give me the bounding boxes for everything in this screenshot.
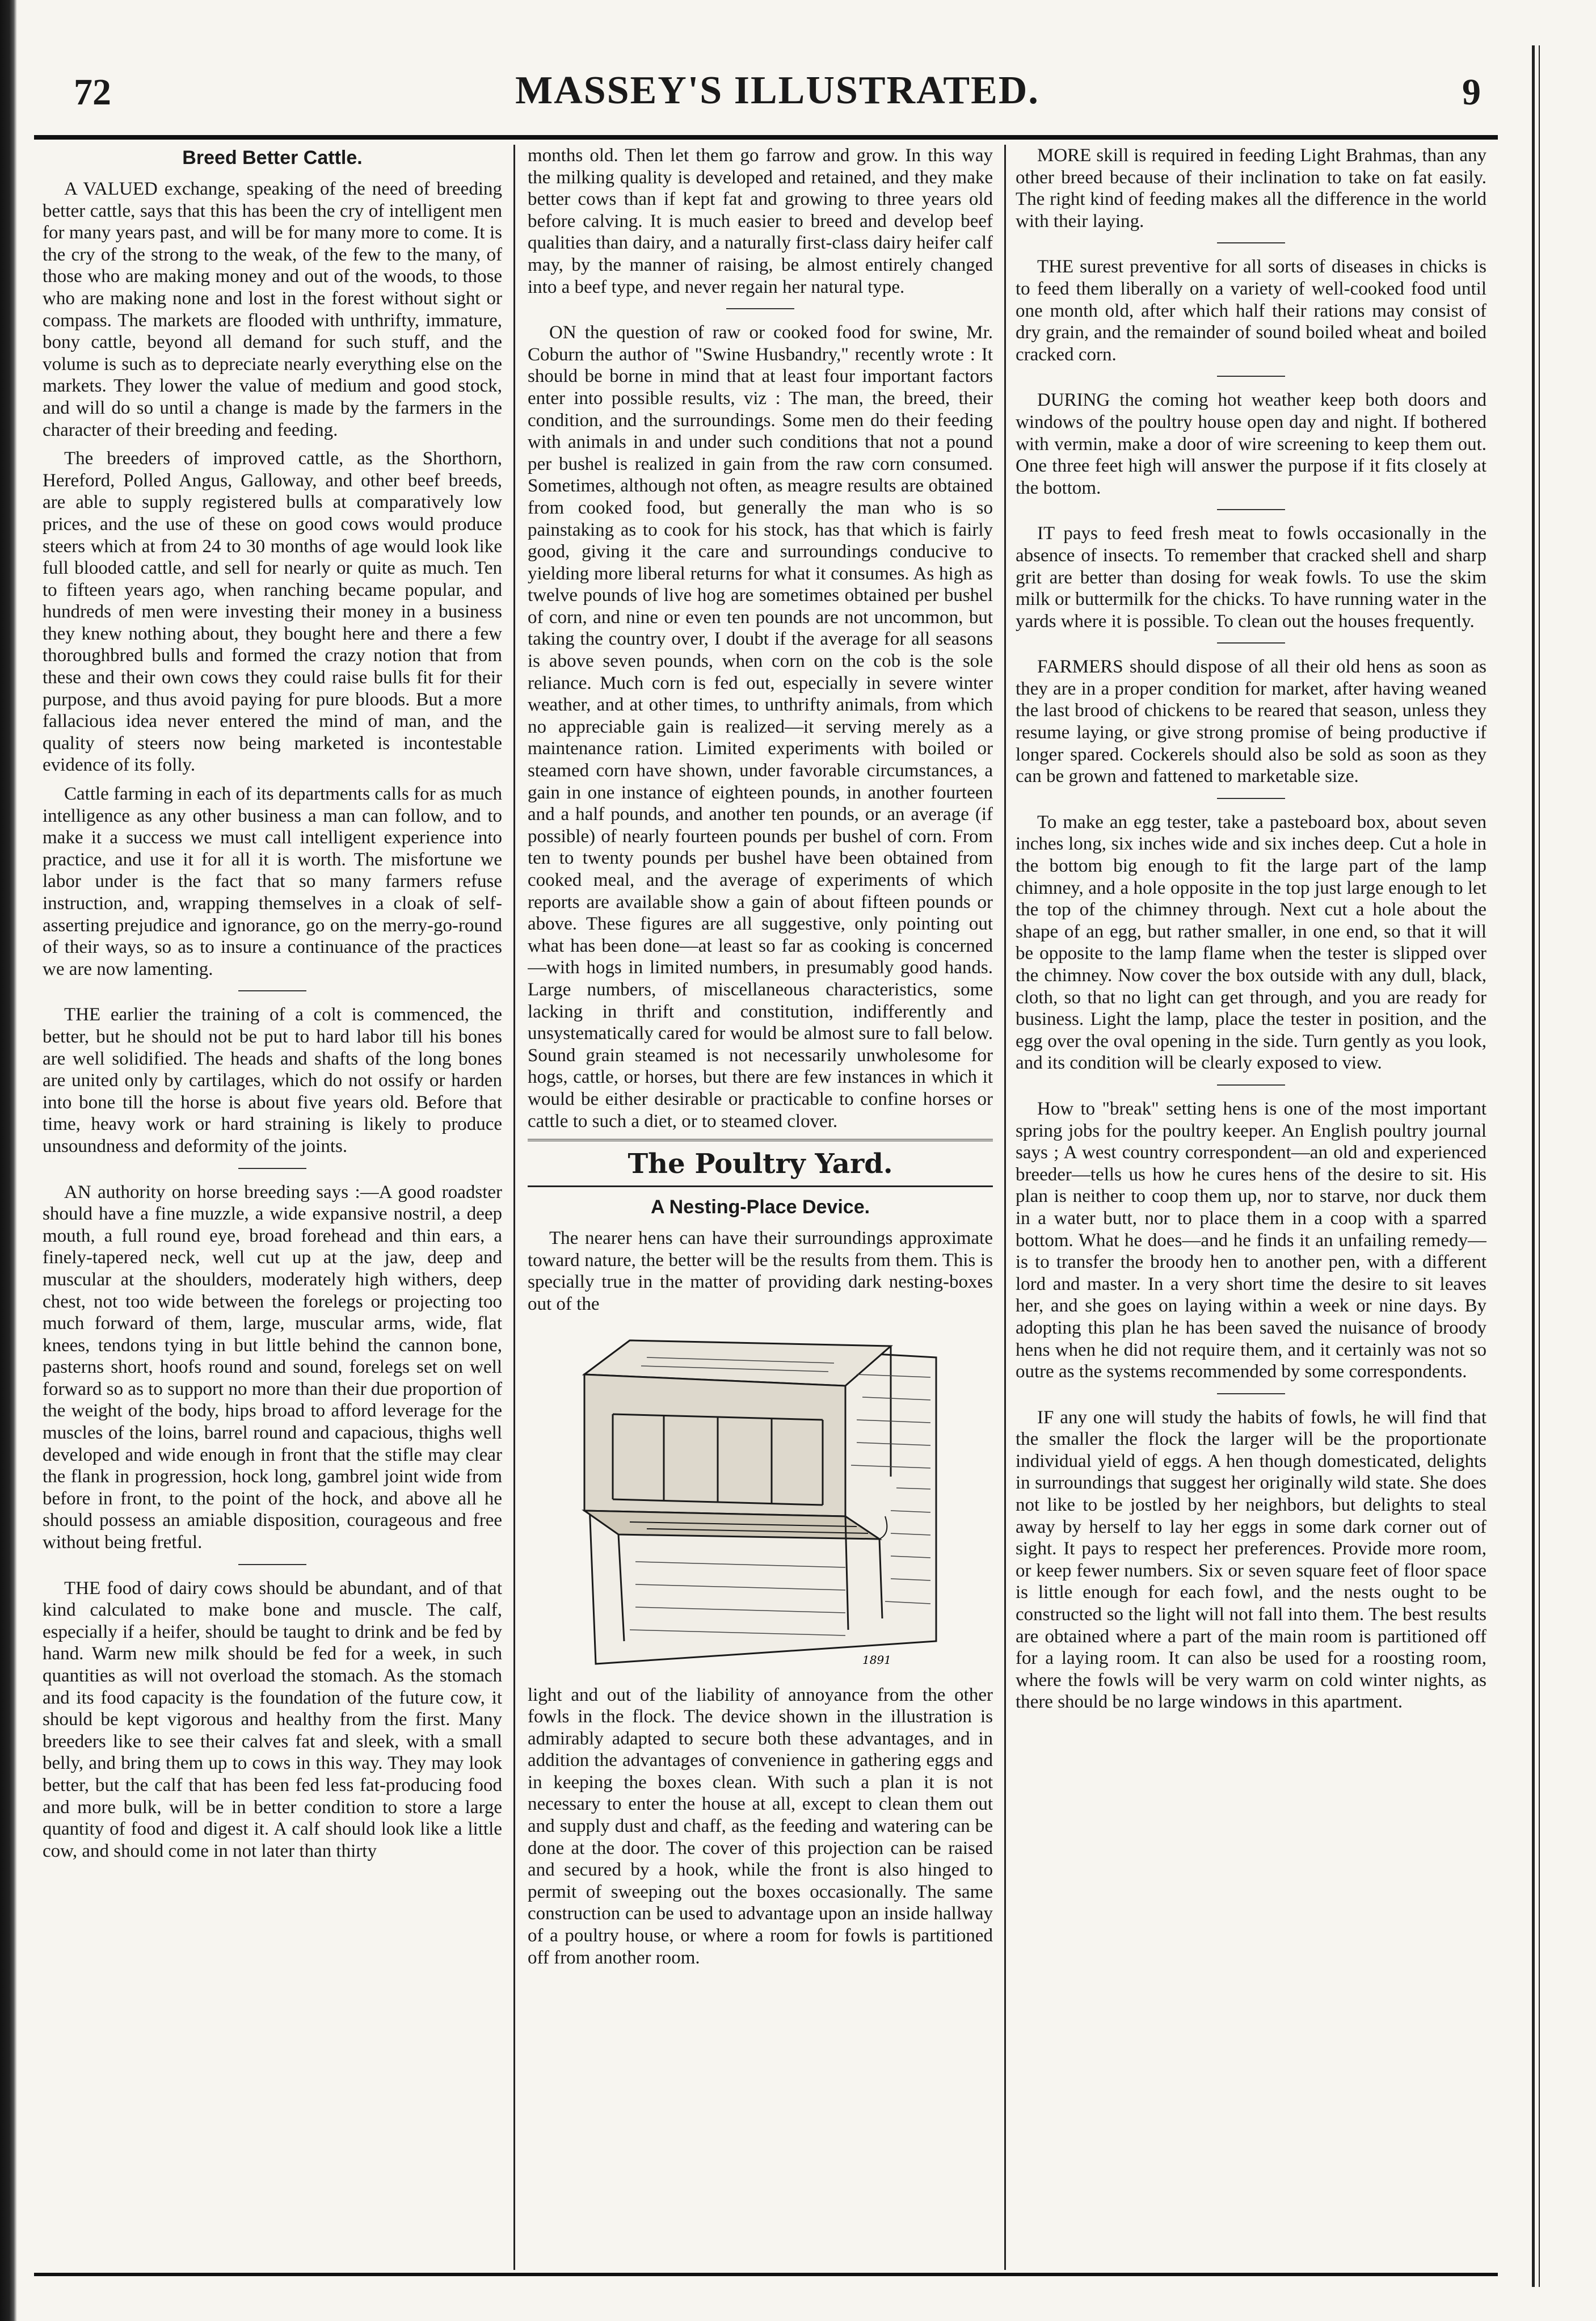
paragraph: months old. Then let them go farrow and grow. In this way the milking quality is developed and retained, and they make better cows than if kept fat and growing to three years old before calving. It is much easier to breed and develop beef qualities than dairy, and a naturally first-class dairy heifer calf may, by the manner of raising, be almost entirely changed into a beef type, and never regain her natural type. [528,145,993,297]
section-divider [238,1168,306,1169]
paragraph: light and out of the liability of annoyance from the other fowls in the flock. The device shown in the illustration is admirably adapted to secure both these advantages, and in addition the advantages of convenience in gathering eggs and in keeping the boxes clean. With such a plan it is not necessary to enter the house at all, except to clean them out and supply dust and chaff, as the feeding and watering can be done at the door. The cover of this projection can be raised and secured by a hook, while the front is also hinged to permit of sweeping out the boxes occasionally. The same construction can be used to advantage upon an inside hallway of a poultry house, or where a room for fowls is partitioned off from another room. [528,1684,993,1968]
book-binding-edge [0,0,17,2321]
paragraph: THE surest preventive for all sorts of diseases in chicks is to feed them liberally on a variety of well-cooked food until one month old, after which half their rations may consist of dry grain, and the remainder of sound boiled wheat and boiled cracked corn. [1016,257,1486,365]
section-divider [1217,376,1285,377]
paragraph: THE earlier the training of a colt is commenced, the better, but he should not be put to hard labor till his bones are well solidified. The heads and shafts of the long bones are united only by cartilages, which do not ossify or harden into bone till the horse is about five years old. Before that time, heavy work or hard straining is likely to produce unsoundness and deformity of the joints. [43,1004,502,1157]
paragraph: To make an egg tester, take a pasteboard box, about seven inches long, six inches wide and six inches deep. Cut a hole in the bottom big enough to fit the large part of the lamp chimney, and a hole opposite in the top just large enough to let the top of the chimney through. Next cut a hole about the shape of an egg, but rather smaller, in one end, so that it will be opposite to the lamp flame when the tester is slipped over the chimney. Now cover the box outside with any dull, black, cloth, so that no light can get through, and you are ready for business. Light the lamp, place the tester in position, and the egg over the oval opening in the side. Turn gently as you look, and its condition will be clearly exposed to view. [1016,811,1486,1074]
paragraph: A VALUED exchange, speaking of the need of breeding better cattle, says that this has been the cry of intelligent men for many years past, and will be for many more to come. It is the cry of the strong to the weak, of the few to the many, of those who are making money and out of the woods, to those who are making none and lost in the forest without sight or compass. The markets are flooded with unthrifty, immature, bony cattle, beyond all demand for such stuff, and the volume is such as to depreciate nearly everything else on the markets. They lower the value of medium and good stock, and will do so until a change is made by the farmers in the character of their breeding and feeding. [43,179,502,440]
page-edge-rule-thin [1539,45,1540,2287]
department-heading-poultry-yard: The Poultry Yard. [528,1139,993,1187]
nesting-box-illustration [562,1323,959,1675]
column-3 [1016,145,1486,2270]
page-header [34,54,1521,139]
page-edge-rule [1532,45,1535,2287]
column-rule-2 [1004,145,1006,2270]
paragraph: IT pays to feed fresh meat to fowls occasionally in the absence of insects. To remember that cracked shell and sharp grit are better than dosing for weak fowls. To use the skim milk or buttermilk for the chicks. To have running water in the yards where it is possible. To clean out the houses frequently. [1016,523,1486,632]
footer-rule [34,2273,1498,2276]
section-divider [1217,1393,1285,1394]
section-divider [726,308,794,309]
section-divider [1217,798,1285,799]
paragraph: IF any one will study the habits of fowls, he will find that the smaller the flock the larger will be the proportionate individual yield of eggs. A hen though domesticated, delights in surroundings that suggest her originally wild state. She does not like to be jostled by her neighbors, but delights to steal away by herself to lay her eggs in some dark corner out of sight. It pays to respect her preferences. Provide more room, or keep fewer numbers. Six or seven square feet of floor space is little enough for each fowl, and the nests ought to be constructed so the light will not fall into them. The best results are obtained where a part of the main room is partitioned off for a laying room. It can also be used for a roosting room, where the fowls will be very warm on cold winter nights, as there should be no large windows in this apartment. [1016,1407,1486,1713]
section-divider [1217,242,1285,243]
section-divider [238,990,306,991]
paragraph: MORE skill is required in feeding Light Brahmas, than any other breed because of their inclination to take on fat easily. The right kind of feeding makes all the difference in the world with their laying. [1016,145,1486,232]
article-title-breed-better-cattle: Breed Better Cattle. [182,147,363,169]
engraver-signature: 1891 [862,1653,891,1667]
page-number-left: 72 [74,72,111,113]
section-divider [1217,1084,1285,1086]
column-2 [528,145,993,2270]
paragraph: FARMERS should dispose of all their old hens as soon as they are in a proper condition for market, after having weaned the last brood of chickens to be reared that season, unless they resume laying, or give strong promise of being productive if longer spared. Cockerels should also be sold as soon as they can be grown and fattened to marketable size. [1016,657,1486,787]
header-rule [34,135,1498,140]
paragraph: How to "break" setting hens is one of the most important spring jobs for the poultry keeper. An English poultry journal says ; A west country correspondent—an old and experienced breeder—tells us how he cures hens of the desire to sit. His plan is neither to coop them up, nor to starve, nor duck them in a water butt, nor to place them in a coop with a sparred bottom. What he does—and he finds it an unfailing remedy—is to transfer the broody hen to another pen, with a different lord and master. In a very short time the desire to sit leaves her, and she goes on laying within a week or nine days. By adopting this plan he has been saved the nuisance of broody hens when he did not require them, and it certainly was not so outre as the systems recommended by some correspondents. [1016,1098,1486,1382]
section-divider [1217,642,1285,644]
column-rule-1 [513,145,515,2270]
section-divider [1217,509,1285,510]
paragraph: AN authority on horse breeding says :—A good roadster should have a fine muzzle, a wide expansive nostril, a deep mouth, a full round eye, broad forehead and thin ears, a finely-tapered neck, well cut up at the jaw, deep and muscular at the shoulders, moderately high withers, deep chest, not too wide between the forelegs or projecting too much forward of them, large, muscular arms, wide, flat knees, tendons tying in but little behind the cannon bone, pasterns short, hoofs round and sound, forelegs set on well forward so as to support no more than their due proportion of the weight of the body, hips broad to afford leverage for the muscles of the loins, barrel round and capacious, thighs well developed and wide enough in front that the stifle may clear the flank in progression, hock long, gambrel joint wide from before in front, to the point of the hock, and above all he should possess an amiable disposition, courageous and free without being fretful. [43,1181,502,1553]
masthead-title: MASSEY'S ILLUSTRATED. [515,69,1039,112]
paragraph: THE food of dairy cows should be abundant, and of that kind calculated to make bone and muscle. The calf, especially if a heifer, should be taught to drink and be fed by hand. Warm new milk should be fed for a week, in such quantities as will not overload the stomach. As the stomach and its food capacity is the foundation of the future cow, it should be kept vigorous and healthy from the first. Many breeders like to see their calves fat and sleek, with a small belly, and bring them up to cows in this way. They may look better, but the calf that has been fed less fat-producing food and more bulk, will be in better condition to store a large quantity of food and digest it. A calf should look like a little cow, and should come in not later than thirty [43,1578,502,1861]
paragraph: Cattle farming in each of its departments calls for as much intelligence as any other business a man can follow, and to make it a success we must call intelligent experience into practice, and use it for all it is worth. The misfortune we labor under is the fact that so many farmers refuse instruction, and, wrapping themselves in a cloak of self-asserting prejudice and ignorance, go on the merry-go-round of their ways, so as to insure a continuance of the practices we are now lamenting. [43,784,502,979]
paragraph: The nearer hens can have their surroundings approximate toward nature, the better will be the results from them. This is specially true in the matter of providing dark nesting-boxes out of the [528,1228,993,1314]
paragraph: DURING the coming hot weather keep both doors and windows of the poultry house open day and night. If bothered with vermin, make a door of wire screening to keep them out. One three feet high will answer the purpose if it fits closely at the bottom. [1016,390,1486,498]
paragraph: ON the question of raw or cooked food for swine, Mr. Coburn the author of "Swine Husbandry," recently wrote : It should be borne in mind that at least four important factors enter into possible results, viz : The man, the breed, their condition, and the surroundings. Some men do their feeding with animals in and under such conditions that not a pound per bushel is realized in gain from the raw corn consumed. Sometimes, although not often, as meagre results are obtained from cooked food, but generally the man who is so painstaking as to cook for his stock, has that which is fairly good, giving it the care and surroundings conducive to yielding more liberal returns for what it consumes. As high as twelve pounds of live hog are sometimes obtained per bushel of corn, and nine or even ten pounds are not uncommon, but taking the country over, I doubt if the average for all seasons is above seven pounds, when corn on the cob is the sole reliance. Much corn is fed out, especially in severe winter weather, and at other times, to unthrifty animals, from which no appreciable gain is realized—it serving merely as a maintenance ration. Limited experiments with boiled or steamed corn have shown, under favorable circumstances, a gain in one instance of eighteen pounds, in another fourteen and a half pounds, and another ten pounds, or an average (if possible) of nearly fourteen pounds per bushel of corn. From ten to twenty pounds per bushel have been obtained from cooked meal, and the average of experiments of which reports are available show a gain of about fifteen pounds or above. These figures are all suggestive, only pointing out what has been done—at least so far as cooking is concerned—with hogs in limited numbers, in presumably good hands. Large numbers, of miscellaneous characteristics, some lacking in thrift and constitution, indifferently and unsystematically cared for would be almost sure to fall below. Sound grain steamed is not necessarily unwholesome for hogs, cattle, or horses, but there are few instances in which it would be either desirable or practicable to confine horses or cattle to such a diet, or to steamed clover. [528,322,993,1132]
paragraph: The breeders of improved cattle, as the Shorthorn, Hereford, Polled Angus, Galloway, and other beef breeds, are able to supply registered bulls at comparatively low prices, and the use of these on good cows would produce steers which at from 24 to 30 months of age would look like full blooded cattle, and sell for nearly or quite as much. Ten to fifteen years ago, when ranching became popular, and hundreds of men were investing their money in a business they knew nothing about, they bought here and there a few thoroughbred bulls and formed the crazy notion that from these and their own cows they could raise bulls fit for their purpose, and thus avoid paying for pure bloods. But a more fallacious idea never entered the mind of man, and the quality of steers now being marketed is incontestable evidence of its folly. [43,448,502,776]
page-number-right: 9 [1462,72,1481,113]
column-1 [43,145,502,2270]
section-divider [238,1564,306,1565]
article-title-nesting-place-device: A Nesting-Place Device. [650,1196,870,1218]
